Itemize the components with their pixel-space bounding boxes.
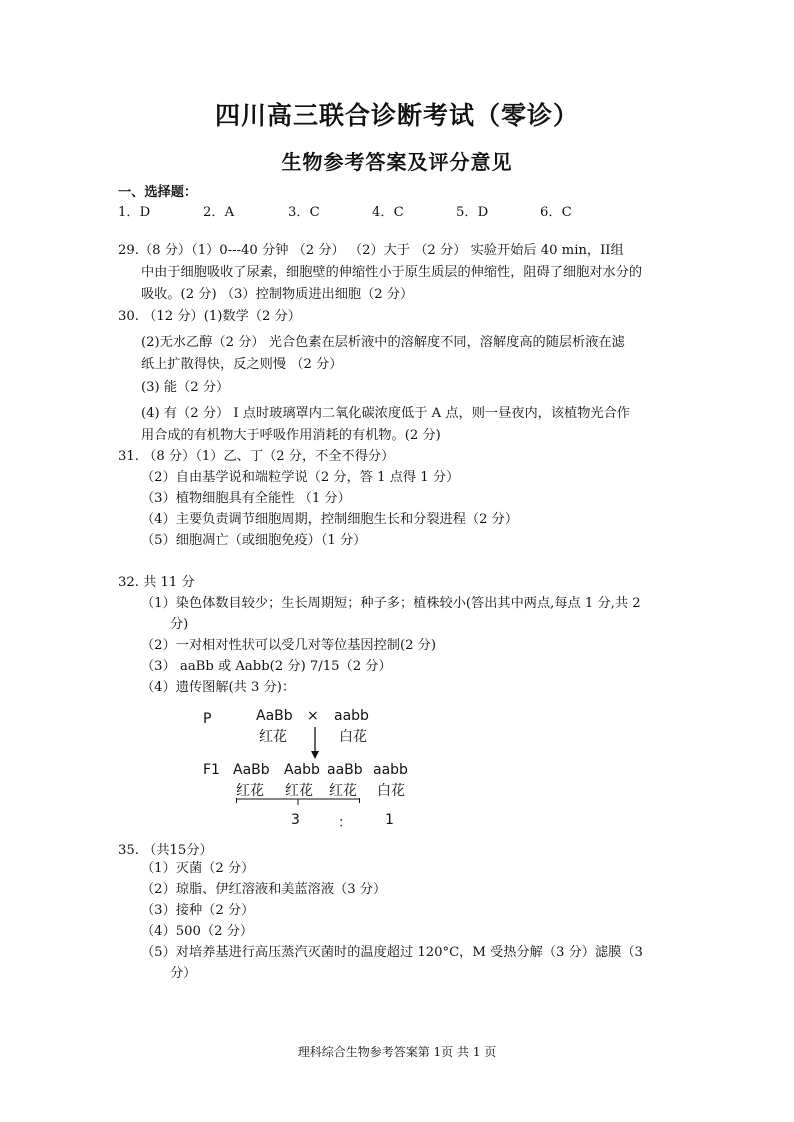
q30-line: (3) 能（2 分）: [141, 380, 230, 395]
offspring-phenotype: 红花: [329, 783, 357, 799]
q29-line: 29.（8 分）（1）0---40 分钟 （2 分） （2）大于 （2 分） 实验开始后 40 min，II组: [118, 243, 624, 258]
q31-line: （3）植物细胞具有全能性 （1 分）: [141, 491, 351, 506]
q29-line: 中由于细胞吸收了尿素，细胞壁的伸缩性小于原生质层的伸缩性，阻碍了细胞对水分的: [141, 265, 643, 280]
q30-line: 用合成的有机物大于呼吸作用消耗的有机物。(2 分): [141, 428, 441, 443]
ratio-value: 1: [385, 812, 394, 828]
offspring-genotype: aaBb: [327, 762, 363, 778]
offspring-phenotype: 红花: [236, 783, 264, 799]
q35-line: （3）接种（2 分）: [141, 903, 255, 918]
q32-line: （4）遗传图解(共 3 分)：: [141, 680, 296, 695]
q29-line: 吸收。(2 分) （3）控制物质进出细胞（2 分）: [141, 287, 414, 302]
q35-line: 35. （共15分）: [118, 843, 213, 858]
offspring-genotype: Aabb: [284, 762, 320, 778]
q35-line: （5）对培养基进行高压蒸汽灭菌时的温度超过 120°C，M 受热分解（3 分）滤膜（3: [141, 945, 643, 960]
q35-line: （1）灭菌（2 分）: [141, 861, 255, 876]
answer-3: 3．C: [288, 205, 320, 220]
q31-line: （2）自由基学说和端粒学说（2 分，答 1 点得 1 分）: [141, 470, 460, 485]
answer-5: 5．D: [456, 205, 489, 220]
q35-line: （4）500（2 分）: [141, 924, 254, 939]
answer-6: 6．C: [540, 205, 572, 220]
q31-line: 31. （8 分）（1）乙、丁（2 分，不全不得分）: [118, 449, 395, 464]
offspring-genotype: AaBb: [233, 762, 270, 778]
f1-generation-label: F1: [203, 762, 220, 778]
q32-line: （1）染色体数目较少；生长周期短；种子多；植株较小(答出其中两点,每点 1 分,共 2: [141, 596, 641, 611]
answer-2: 2．A: [203, 205, 235, 220]
cross-symbol: ×: [307, 708, 319, 724]
offspring-phenotype: 白花: [377, 783, 405, 799]
down-arrow-icon: [307, 725, 323, 761]
answer-4: 4．C: [372, 205, 404, 220]
ratio-colon: ：: [338, 815, 352, 831]
q32-line: （3） aaBb 或 Aabb(2 分) 7/15（2 分）: [141, 659, 392, 674]
q32-line: （2）一对相对性状可以受几对等位基因控制(2 分): [141, 638, 437, 653]
section-heading: 一、选择题：: [118, 185, 198, 200]
page-subtitle: 生物参考答案及评分意见: [281, 150, 513, 174]
q31-line: （5）细胞凋亡（或细胞免疫）（1 分）: [141, 533, 367, 548]
page-footer: 理科综合生物参考答案第 1页 共 1 页: [297, 1045, 497, 1059]
answer-1: 1．D: [118, 205, 151, 220]
q30-line: (2)无水乙醇（2 分） 光合色素在层析液中的溶解度不同，溶解度高的随层析液在滤: [141, 335, 625, 350]
parent-phenotype: 白花: [339, 729, 367, 745]
q32-line: 32. 共 11 分: [118, 575, 195, 590]
ratio-value: 3: [291, 812, 300, 828]
p-generation-label: P: [203, 711, 212, 727]
bracket-line: [236, 798, 360, 810]
offspring-phenotype: 红花: [285, 783, 313, 799]
q30-line: 纸上扩散得快，反之则慢 （2 分）: [141, 357, 343, 372]
q35-line: （2）琼脂、伊红溶液和美蓝溶液（3 分）: [141, 882, 387, 897]
q30-line: (4) 有（2 分） I 点时玻璃罩内二氧化碳浓度低于 A 点，则一昼夜内，该植物光合作: [141, 406, 630, 421]
parent-genotype: aabb: [334, 708, 369, 724]
q30-line: 30. （12 分）(1)数学（2 分）: [118, 309, 301, 324]
q35-line: 分）: [170, 966, 197, 981]
page-title: 四川高三联合诊断考试（零诊）: [214, 101, 579, 130]
parent-phenotype: 红花: [259, 729, 287, 745]
parent-genotype: AaBb: [256, 708, 293, 724]
q31-line: （4）主要负责调节细胞周期，控制细胞生长和分裂进程（2 分）: [141, 512, 519, 527]
q32-line: 分): [170, 617, 189, 632]
offspring-genotype: aabb: [373, 762, 408, 778]
